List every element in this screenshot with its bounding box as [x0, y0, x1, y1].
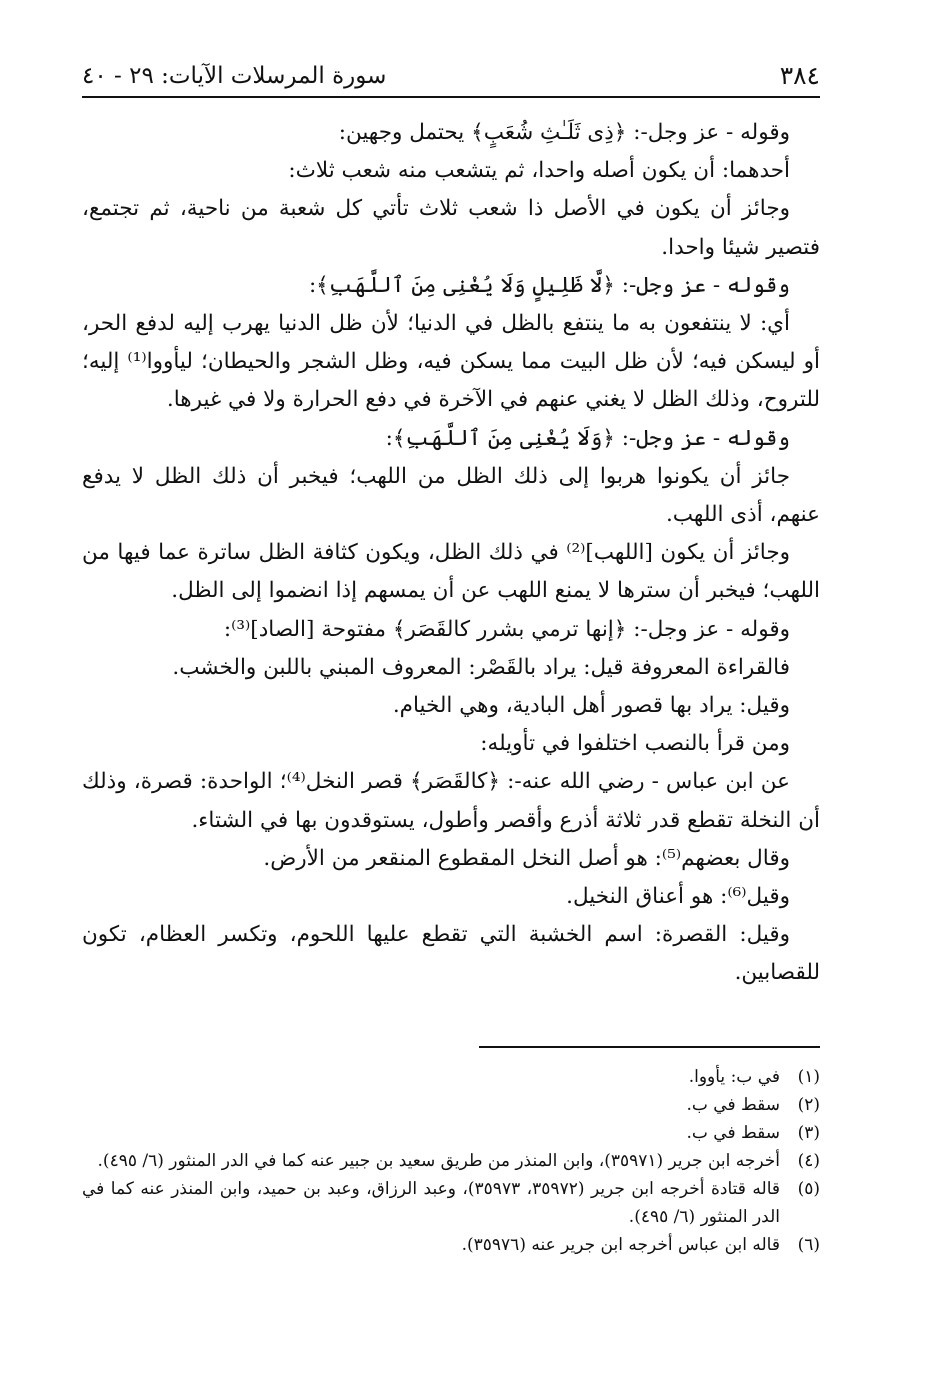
paragraph: وجائز أن يكون [اللهب]⁽²⁾ في ذلك الظل، ويكون كثافة الظل ساترة عما فيها من اللهب؛ فيخبر أن سترها لا يمنع اللهب عن أن يمسهم إذا انضموا إلى الظل.	[82, 540, 820, 604]
footnote-text: قاله ابن عباس أخرجه ابن جرير عنه (٣٥٩٧٦).	[461, 1235, 780, 1255]
paragraph: وقوله - عز وجل-: ﴿لَّا ظَلِيلٍ وَلَا يُغْنِى مِنَ ٱللَّهَبِ﴾:	[308, 272, 790, 298]
footnote-text: قاله قتادة أخرجه ابن جرير (٣٥٩٧٢، ٣٥٩٧٣)، وعبد الرزاق، وعبد بن حميد، وابن المنذر عنه كما في الدر المنثور (٦/ ٤٩٥).	[82, 1179, 780, 1227]
paragraph: عن ابن عباس - رضي الله عنه-: ﴿كالقَصَر﴾ قصر النخل⁽⁴⁾؛ الواحدة: قصرة، وذلك أن النخلة تقطع قدر ثلاثة أذرع وأقصر وأطول، يستوقدون بها في الشتاء.	[82, 769, 820, 833]
footnote-text: سقط في ب.	[686, 1123, 780, 1143]
paragraph: وقيل⁽⁶⁾: هو أعناق النخيل.	[566, 884, 790, 910]
footnote-text: في ب: يأووا.	[688, 1067, 780, 1087]
paragraph: أحدهما: أن يكون أصله واحدا، ثم يتشعب منه شعب ثلاث:	[288, 158, 790, 184]
running-title: سورة المرسلات الآيات: ٢٩ - ٤٠	[82, 63, 387, 89]
footnote-text: أخرجه ابن جرير (٣٥٩٧١)، وابن المنذر من طريق سعيد بن جبير عنه كما في الدر المنثور (٦/ ٤٩٥).	[97, 1151, 780, 1171]
paragraph: ومن قرأ بالنصب اختلفوا في تأويله:	[480, 731, 790, 757]
paragraph: وقيل: القصرة: اسم الخشبة التي تقطع عليها اللحوم، وتكسر العظام، تكون للقصابين.	[82, 922, 820, 986]
footnote-number: (٥)	[797, 1179, 820, 1199]
main-text	[82, 114, 820, 993]
paragraph: وقال بعضهم⁽⁵⁾: هو أصل النخل المقطوع المنقعر من الأرض.	[263, 845, 790, 871]
footnote	[82, 1147, 820, 1175]
paragraph: فالقراءة المعروفة قيل: يراد بالقَصْر: المعروف المبني باللبن والخشب.	[172, 654, 790, 680]
paragraph: جائز أن يكونوا هربوا إلى ذلك الظل من اللهب؛ فيخبر أن ذلك الظل لا يدفع عنهم، أذى اللهب.	[82, 463, 820, 528]
paragraph: أي: لا ينتفعون به ما ينتفع بالظل في الدنيا؛ لأن ظل الدنيا يهرب إليه لدفع الحر، أو ليسكن فيه؛ لأن ظل البيت مما يسكن فيه، وظل الشجر والحيطان؛ ليأووا⁽¹⁾ إليه؛ للتروح، وذلك الظل لا يغني عنهم في الآخرة في دفع الحرارة ولا في غيرها.	[82, 311, 820, 413]
footnote	[82, 1231, 820, 1259]
footnote-number: (١)	[797, 1067, 820, 1087]
footnote-number: (٢)	[797, 1095, 820, 1115]
paragraph: وجائز أن يكون في الأصل ذا شعب ثلاث تأتي كل شعبة من ناحية، ثم تجتمع، فتصير شيئا واحدا.	[82, 196, 820, 260]
page-header	[82, 56, 820, 98]
footnote-number: (٤)	[797, 1151, 820, 1171]
footnote	[82, 1119, 820, 1147]
footnote-number: (٦)	[797, 1235, 820, 1255]
paragraph: وقوله - عز وجل-: ﴿ذِى ثَلَـٰثِ شُعَبٍ﴾ يحتمل وجهين:	[338, 120, 790, 145]
footnote-number: (٣)	[797, 1123, 820, 1143]
footnote-text: سقط في ب.	[686, 1095, 780, 1115]
paragraph: وقوله - عز وجل-: ﴿إنها ترمي بشرر كالقَصَر﴾ مفتوحة [الصاد]⁽³⁾:	[223, 616, 790, 642]
footnote	[82, 1063, 820, 1091]
footnote	[82, 1175, 820, 1231]
footnote-separator	[479, 1046, 820, 1048]
footnotes	[82, 1063, 820, 1259]
footnote	[82, 1091, 820, 1119]
paragraph: وقوله - عز وجل-: ﴿وَلَا يُغْنِى مِنَ ٱللَّهَبِ﴾:	[385, 425, 790, 451]
page-number: ٣٨٤	[779, 61, 820, 90]
paragraph: وقيل: يراد بها قصور أهل البادية، وهي الخيام.	[392, 693, 790, 719]
